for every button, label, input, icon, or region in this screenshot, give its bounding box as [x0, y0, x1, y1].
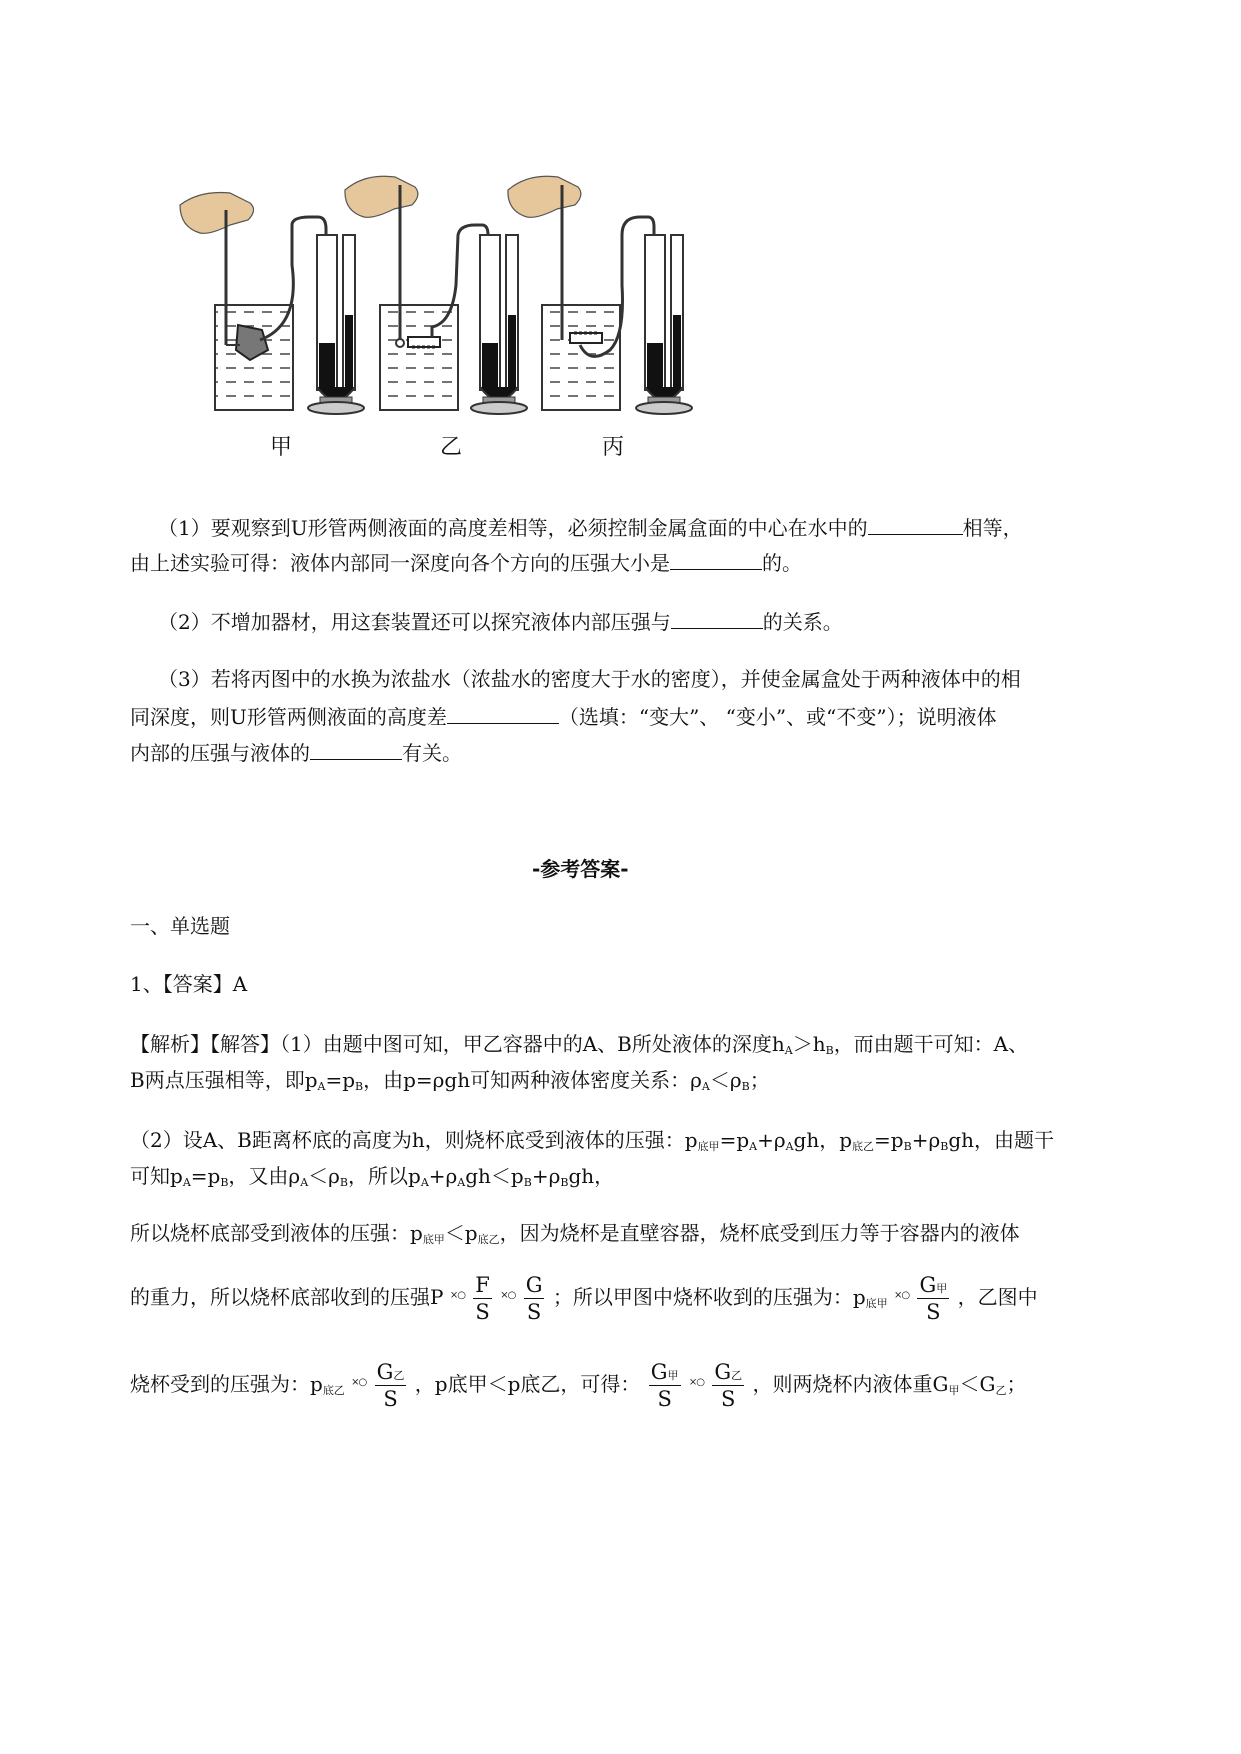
- analysis-line-1: 【解析】【解答】（1）由题中图可知，甲乙容器中的A、B所处液体的深度$h_A>h_B$，而由题干可知：A、: [130, 1032, 1029, 1057]
- apparatus-yi: [345, 176, 527, 414]
- answer-blank-4[interactable]: [447, 701, 559, 724]
- apparatus-jia: [180, 193, 364, 415]
- question-3-line-3: 内部的压强与液体的 有关。: [130, 737, 462, 767]
- analysis-line-6: 的重力，所以烧杯底部收到的压强P ×○ $\frac{F}{S}$ ×○ $\frac{G}{S}$ ；所以甲图中烧杯收到的压强为：$p_{底甲}$ ×○ $\frac{\text{G甲}}{S}$ ，乙图中: [130, 1272, 1038, 1324]
- analysis-line-7: 烧杯受到的压强为：$p_{底乙}$ ×○ $\frac{\text{G乙}}{S}$ ，p底甲＜p底乙，可得： $\frac{\text{G甲}}{S}$ ×○ $\frac{\text{G乙}}{S}$ ，则两烧杯内液体重$G_甲<G_乙$；: [130, 1359, 1027, 1411]
- apparatus-bing: [508, 176, 692, 414]
- question-1-line-2: 由上述实验可得：液体内部同一深度向各个方向的压强大小是 的。: [130, 547, 802, 577]
- experiment-figure: [170, 165, 710, 465]
- answer-blank-2[interactable]: [670, 547, 762, 570]
- answer-blank-5[interactable]: [310, 737, 402, 760]
- answer-item-1: 1、【答案】A: [130, 972, 248, 996]
- analysis-line-4: 可知$p_A=p_B$，又由$\rho_A<\rho_B$，所以$p_A+\rho_Agh<p_B+\rho_Bgh$，: [130, 1164, 615, 1189]
- answer-heading: -参考答案-: [532, 857, 629, 881]
- question-1-line-1: （1）要观察到U形管两侧液面的高度差相等，必须控制金属盒面的中心在水中的 相等，: [158, 512, 1023, 542]
- fraction-G-over-S: $\frac{G}{S}$: [525, 1272, 543, 1324]
- fraction-Gyi-over-S-2: $\frac{\text{G乙}}{S}$: [714, 1359, 743, 1411]
- question-3-line-1: （3）若将丙图中的水换为浓盐水（浓盐水的密度大于水的密度），并使金属盒处于两种液体中的相: [158, 667, 1021, 691]
- analysis-line-3: （2）设A、B距离杯底的高度为h，则烧杯底受到液体的压强：$p_{底甲}=p_A+\rho_Agh$，$p_{底乙}=p_B+\rho_Bgh$，由题干: [130, 1128, 1054, 1153]
- fraction-Gjia-over-S: $\frac{\text{G甲}}{S}$: [919, 1272, 948, 1324]
- question-3-line-2: 同深度，则U形管两侧液面的高度差 （选填：“变大”、 “变小”、或“不变”）；说明液体: [130, 701, 997, 731]
- fraction-Gyi-over-S: $\frac{\text{G乙}}{S}$: [376, 1359, 405, 1411]
- section-title: 一、单选题: [130, 914, 230, 938]
- analysis-line-2: B两点压强相等，即$p_A=p_B$，由p=ρgh可知两种液体密度关系：$\rho_A<\rho_B$；: [130, 1068, 770, 1093]
- answer-blank-1[interactable]: [868, 512, 963, 535]
- question-2: （2）不增加器材，用这套装置还可以探究液体内部压强与 的关系。: [158, 606, 843, 636]
- figure-label-yi: 乙: [440, 435, 463, 460]
- fraction-F-over-S: $\frac{F}{S}$: [475, 1272, 490, 1324]
- answer-blank-3[interactable]: [671, 606, 763, 629]
- fraction-Gjia-over-S-2: $\frac{\text{G甲}}{S}$: [650, 1359, 679, 1411]
- figure-label-jia: 甲: [270, 435, 293, 460]
- analysis-line-5: 所以烧杯底部受到液体的压强：$p_{底甲}<p_{底乙}$，因为烧杯是直壁容器，烧杯底受到压力等于容器内的液体: [130, 1221, 1020, 1246]
- figure-label-bing: 丙: [602, 435, 625, 460]
